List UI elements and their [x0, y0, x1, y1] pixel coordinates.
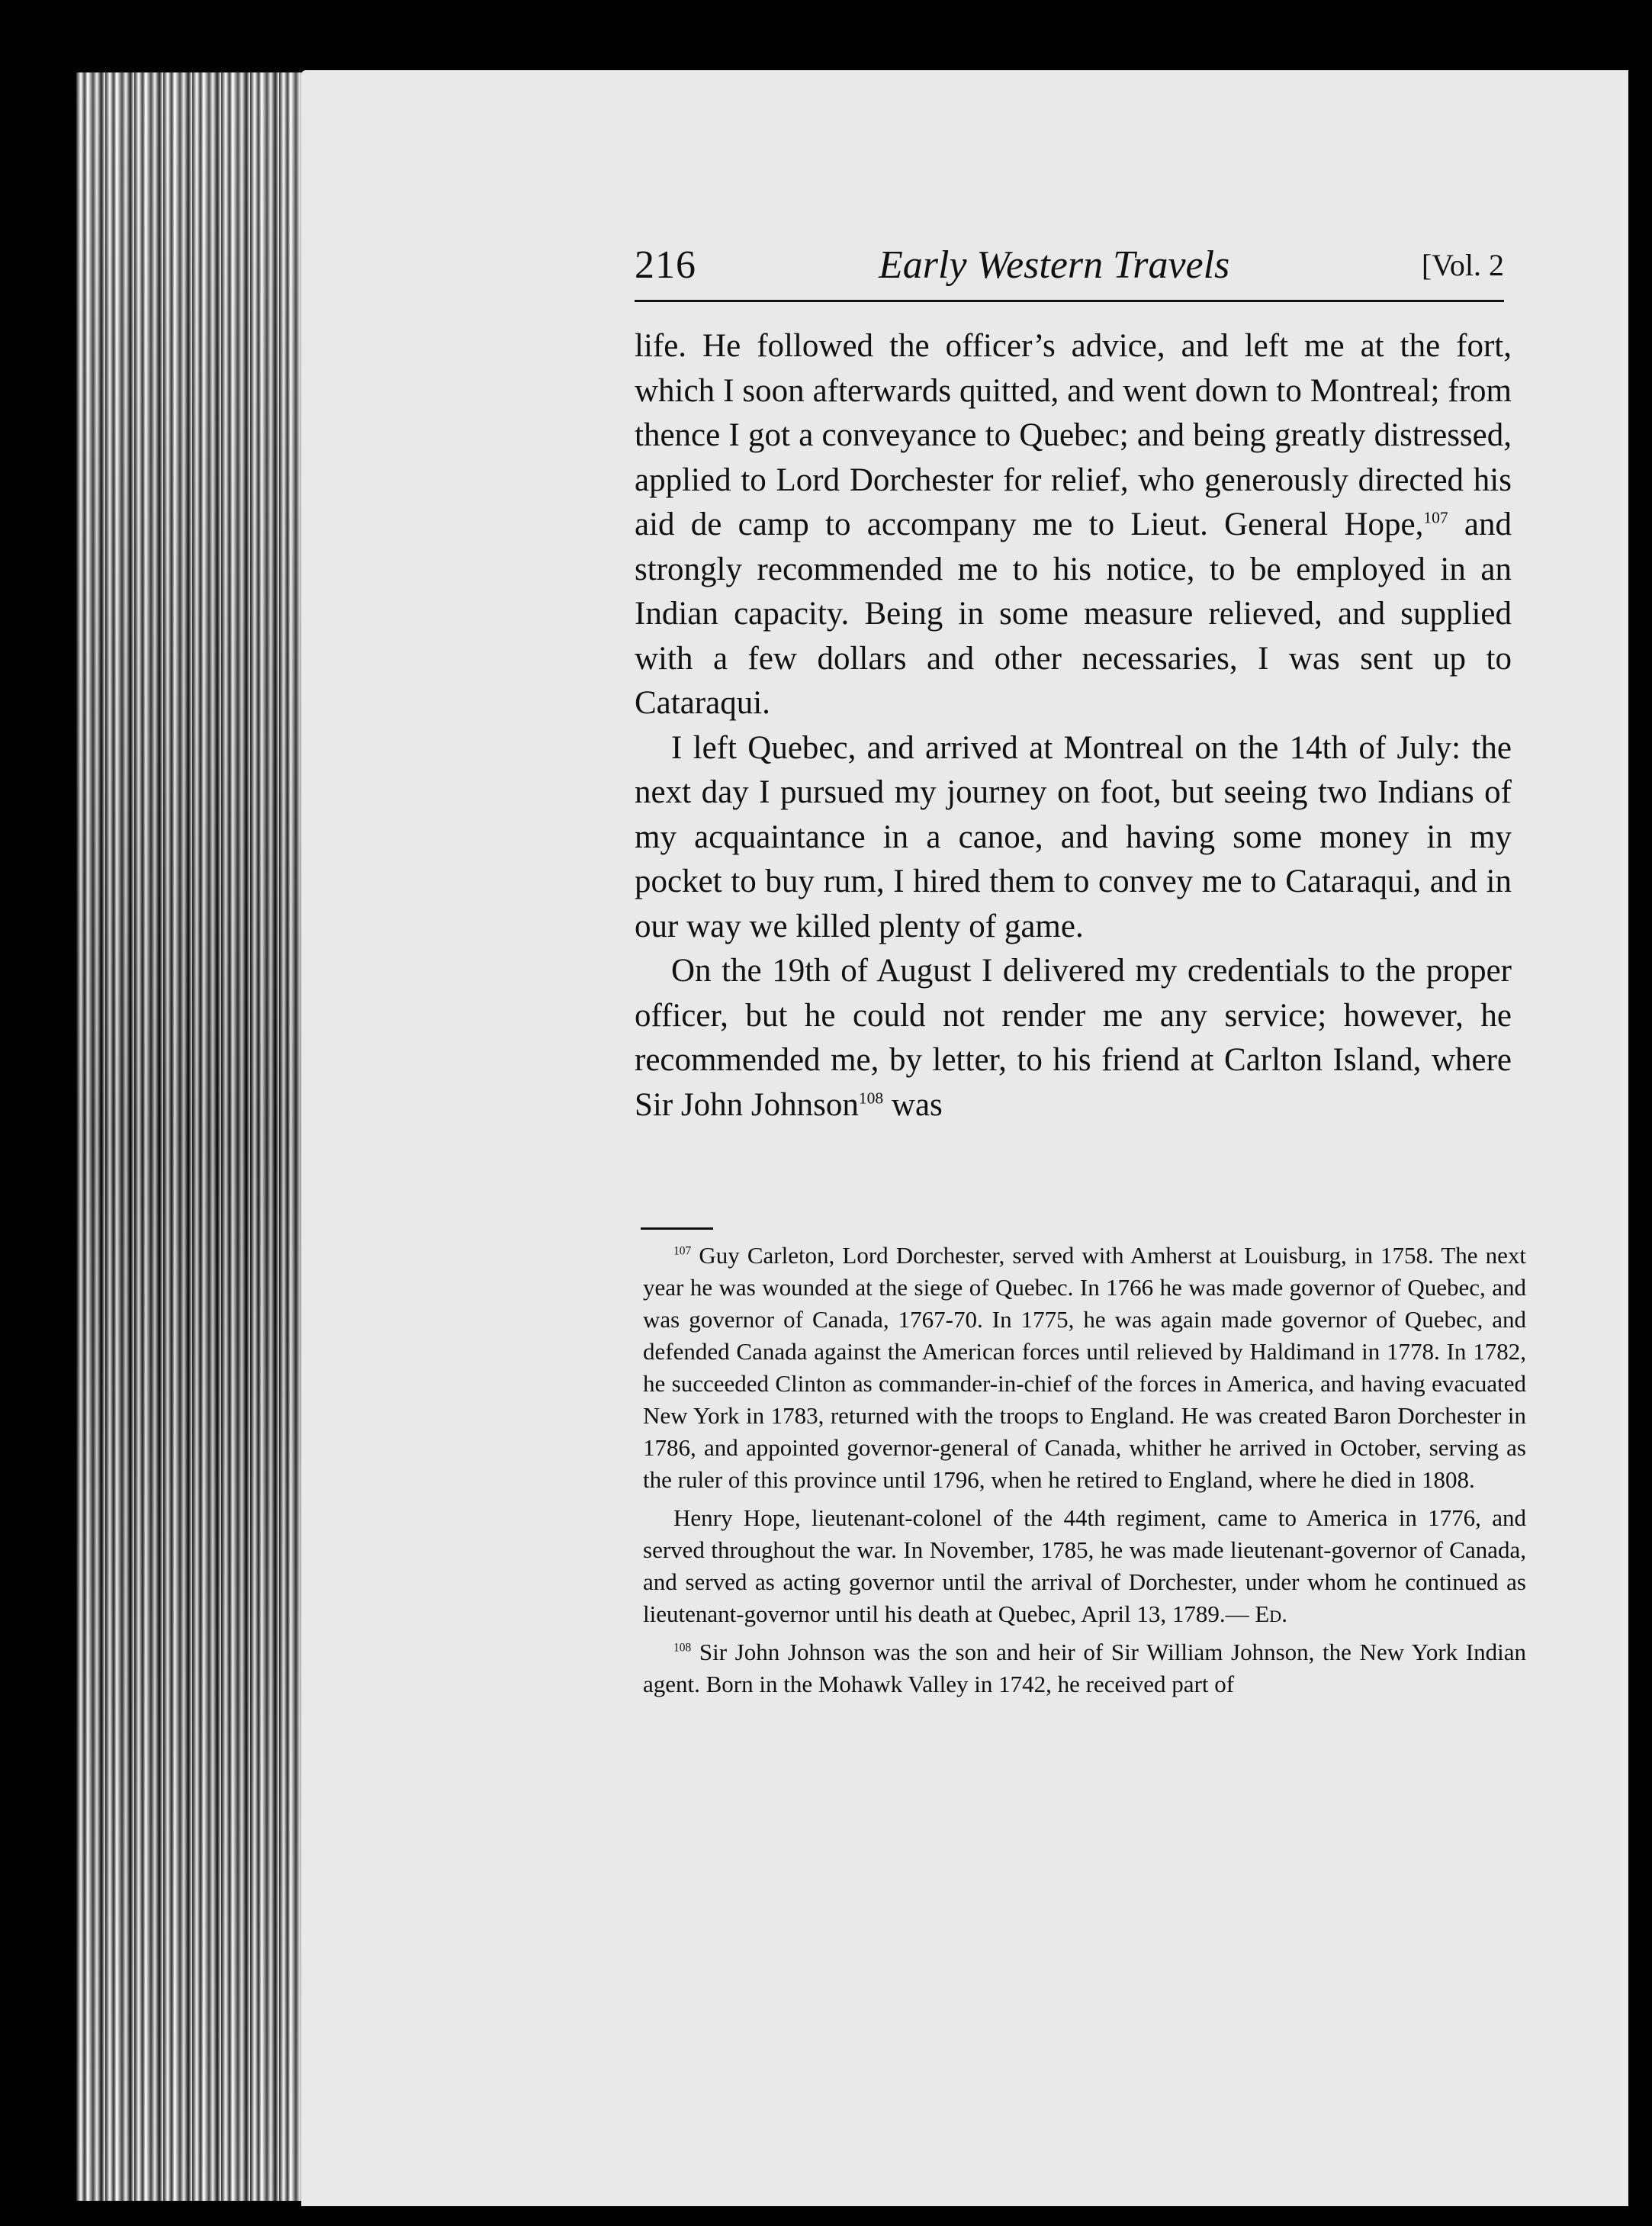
- footnote-marker-108: 108: [673, 1641, 692, 1655]
- footnote-ref-108: 108: [858, 1089, 884, 1108]
- footnotes: [643, 1240, 1526, 1706]
- paragraph-1: life. He followed the officer’s advice, and left me at the fort, which I soon afterwards quitted, and went down to Montreal; from thence I got a conveyance to Quebec; and being greatly distressed, applied to Lord Dorchester for relief, who generously directed his aid de camp to accompany me to Lieut. General Hope,$^{107}$ and strongly recommended me to his notice, to be employed in an Indian capacity. Being in some measure relieved, and supplied with a few dollars and other necessaries, I was sent up to Cataraqui.: [635, 328, 1512, 721]
- footnote-107-hope: Henry Hope, lieutenant-colonel of the 44th regiment, came to America in 1776, and served throughout the war. In November, 1785, he was made lieutenant-governor of Canada, and served as acting governor until the arrival of Dorchester, under whom he continued as lieutenant-governor until his death at Quebec, April 13, 1789.— Ed.: [643, 1504, 1526, 1627]
- volume-label: [Vol. 2: [1421, 248, 1504, 282]
- running-title: Early Western Travels: [879, 243, 1230, 287]
- footnote-rule: [641, 1227, 713, 1230]
- header-rule: [635, 300, 1504, 302]
- footnote-108: $^{108}$ Sir John Johnson was the son and heir of Sir William Johnson, the New York Indian agent. Born in the Mohawk Valley in 1742, he received part of: [643, 1639, 1526, 1697]
- paragraph-2: I left Quebec, and arrived at Montreal on the 14th of July: the next day I pursued my journey on foot, but seeing two Indians of my acquaintance in a canoe, and having some money in my pocket to buy rum, I hired them to convey me to Cataraqui, and in our way we killed plenty of game.: [635, 729, 1512, 944]
- footnote-marker-107: 107: [673, 1244, 692, 1258]
- footnote-ref-107: 107: [1423, 508, 1448, 527]
- paragraph-3: On the 19th of August I delivered my credentials to the proper officer, but he could not render me any service; however, he recommended me, by letter, to his friend at Carlton Island, where Sir John Johnson$^{108}$ was: [635, 953, 1512, 1123]
- body-text: [635, 324, 1512, 1127]
- editor-mark: Ed.: [1255, 1600, 1287, 1627]
- footnote-107: $^{107}$ Guy Carleton, Lord Dorchester, served with Amherst at Louisburg, in 1758. The next year he was wounded at the siege of Quebec. In 1766 he was made governor of Quebec, and was governor of Canada, 1767-70. In 1775, he was again made governor of Quebec, and defended Canada against the American forces until relieved by Haldimand in 1778. In 1782, he succeeded Clinton as commander-in-chief of the forces in America, and having evacuated New York in 1783, returned with the troops to England. He was created Baron Dorchester in 1786, and appointed governor-general of Canada, whither he arrived in October, serving as the ruler of this province until 1796, when he retired to England, where he died in 1808.: [643, 1242, 1526, 1493]
- book-page-edges: [76, 72, 320, 2201]
- page-number: 216: [635, 243, 696, 287]
- page-header: [635, 236, 1504, 298]
